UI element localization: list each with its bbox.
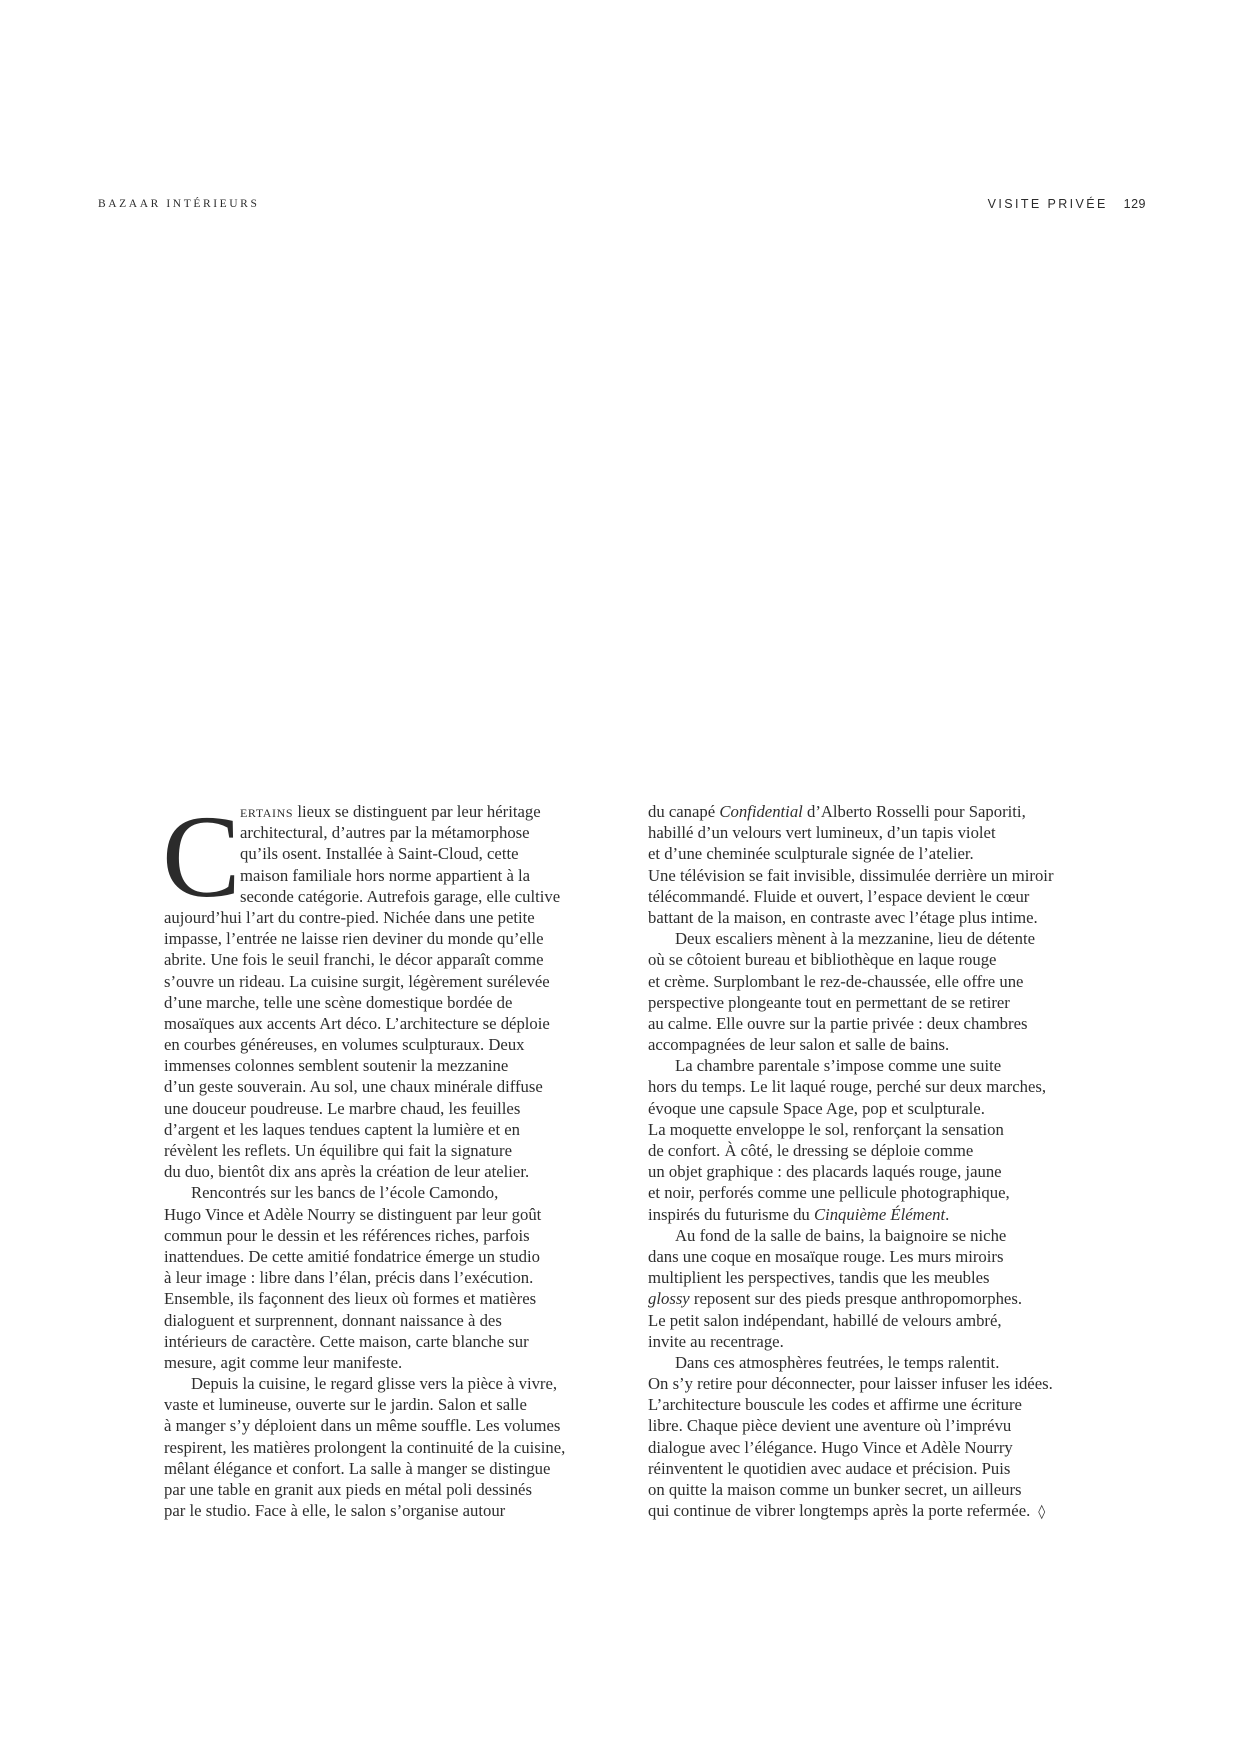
text-line: commun pour le dessin et les références riches, parfois xyxy=(164,1225,530,1245)
text-line: perspective plongeante tout en permettant de se retirer xyxy=(648,992,1010,1012)
text-line: où se côtoient bureau et bibliothèque en laque rouge xyxy=(648,950,997,970)
film-title-italic: Cinquième Élément xyxy=(813,1204,946,1224)
text-line: télécommandé. Fluide et ouvert, l’espace devient le cœur xyxy=(648,886,1030,906)
text-line: Au fond de la salle de bains, la baignoire se niche xyxy=(675,1225,1007,1245)
text-line: et noir, perforés comme une pellicule photographique, xyxy=(648,1183,1010,1203)
text-line: inspirés du futurisme du Cinquième Élément. xyxy=(648,1204,950,1224)
text-line: au calme. Elle ouvre sur la partie privée : deux chambres xyxy=(648,1013,1028,1033)
text-line: Rencontrés sur les bancs de l’école Camondo, xyxy=(191,1183,499,1203)
text-line: mesure, agit comme leur manifeste. xyxy=(164,1352,403,1372)
text-line: mosaïques aux accents Art déco. L’architecture se déploie xyxy=(164,1013,550,1033)
text-line: seconde catégorie. Autrefois garage, elle cultive xyxy=(240,886,561,906)
text-line: aujourd’hui l’art du contre-pied. Nichée dans une petite xyxy=(164,907,535,927)
text-line: invite au recentrage. xyxy=(648,1331,784,1351)
text-line: maison familiale hors norme appartient à la xyxy=(240,865,531,885)
article-column-right xyxy=(648,801,1108,1521)
text-line: habillé d’un velours vert lumineux, d’un tapis violet xyxy=(648,823,996,843)
text-line: d’un geste souverain. Au sol, une chaux minérale diffuse xyxy=(164,1077,543,1097)
text-line: réinventent le quotidien avec audace et précision. Puis xyxy=(648,1458,1011,1478)
drop-cap: C xyxy=(162,791,241,922)
text-line: battant de la maison, en contraste avec l’étage plus intime. xyxy=(648,907,1038,927)
text-line: ertains lieux se distinguent par leur héritage xyxy=(240,802,541,821)
text-line: inattendues. De cette amitié fondatrice émerge un studio xyxy=(164,1246,540,1266)
text-line: vaste et lumineuse, ouverte sur le jardin. Salon et salle xyxy=(164,1395,527,1415)
text-line: accompagnées de leur salon et salle de bains. xyxy=(648,1035,950,1055)
text-line: mêlant élégance et confort. La salle à manger se distingue xyxy=(164,1458,551,1478)
page-header-right xyxy=(988,197,1146,211)
text-line: qu’ils osent. Installée à Saint-Cloud, cette xyxy=(240,844,519,864)
page-number: 129 xyxy=(1123,197,1146,211)
text-line: révèlent les reflets. Un équilibre qui fait la signature xyxy=(164,1141,512,1160)
magazine-section-label: BAZAAR INTÉRIEURS xyxy=(98,198,260,210)
article-column-left xyxy=(162,791,624,1521)
text-line: de confort. À côté, le dressing se déploie comme xyxy=(648,1141,974,1160)
text-line: du duo, bientôt dix ans après la création de leur atelier. xyxy=(164,1162,530,1182)
text-line: Ensemble, ils façonnent des lieux où formes et matières xyxy=(164,1289,537,1309)
text-line: dans une coque en mosaïque rouge. Les murs miroirs xyxy=(648,1246,1004,1266)
text-line: Depuis la cuisine, le regard glisse vers la pièce à vivre, xyxy=(191,1374,558,1394)
text-line: libre. Chaque pièce devient une aventure où l’imprévu xyxy=(648,1416,1012,1436)
text-line: à manger s’y déploient dans un même souffle. Les volumes xyxy=(164,1416,561,1436)
text-line: on quitte la maison comme un bunker secret, un ailleurs xyxy=(648,1480,1022,1499)
text-line: La chambre parentale s’impose comme une suite xyxy=(675,1056,1002,1076)
text-line: intérieurs de caractère. Cette maison, carte blanche sur xyxy=(164,1331,529,1351)
text-line: L’architecture bouscule les codes et affirme une écriture xyxy=(648,1395,1022,1415)
text-line: par une table en granit aux pieds en métal poli dessinés xyxy=(164,1480,532,1499)
text-line: multiplient les perspectives, tandis que les meubles xyxy=(648,1268,990,1288)
text-line: respirent, les matières prolongent la continuité de la cuisine, xyxy=(164,1437,566,1457)
text-line: en courbes généreuses, en volumes sculpturaux. Deux xyxy=(164,1035,525,1055)
glossy-italic: glossy xyxy=(648,1289,690,1309)
text-line: Le petit salon indépendant, habillé de velours ambré, xyxy=(648,1310,1002,1330)
text-line: immenses colonnes semblent soutenir la mezzanine xyxy=(164,1056,509,1076)
text-line: évoque une capsule Space Age, pop et sculpturale. xyxy=(648,1098,985,1118)
text-line: On s’y retire pour déconnecter, pour laisser infuser les idées. xyxy=(648,1374,1053,1394)
text-line: et d’une cheminée sculpturale signée de l’atelier. xyxy=(648,844,974,864)
text-line: La moquette enveloppe le sol, renforçant la sensation xyxy=(648,1119,1004,1139)
text-line: à leur image : libre dans l’élan, précis dans l’exécution. xyxy=(164,1268,534,1288)
text-line: hors du temps. Le lit laqué rouge, perché sur deux marches, xyxy=(648,1077,1047,1097)
text-line: Hugo Vince et Adèle Nourry se distinguent par leur goût xyxy=(164,1204,542,1224)
text-line: qui continue de vibrer longtemps après la porte refermée. ◊ xyxy=(648,1501,1046,1521)
text-line: d’une marche, telle une scène domestique bordée de xyxy=(164,992,513,1012)
text-line: et crème. Surplombant le rez-de-chaussée, elle offre une xyxy=(648,971,1024,991)
text-line: du canapé Confidential d’Alberto Rosselli pour Saporiti, xyxy=(648,802,1026,821)
text-line: s’ouvre un rideau. La cuisine surgit, légèrement surélevée xyxy=(164,971,550,991)
text-line: Dans ces atmosphères feutrées, le temps ralentit. xyxy=(675,1352,1000,1372)
product-name-italic: Confidential xyxy=(719,802,803,821)
text-line: d’argent et les laques tendues captent la lumière et en xyxy=(164,1119,521,1139)
text-line: dialoguent et surprennent, donnant naissance à des xyxy=(164,1310,502,1330)
text-line: abrite. Une fois le seuil franchi, le décor apparaît comme xyxy=(164,950,544,970)
lead-smallcaps: ertains xyxy=(240,802,294,821)
rubric-label: VISITE PRIVÉE xyxy=(987,197,1108,211)
text-line: glossy reposent sur des pieds presque anthropomorphes. xyxy=(648,1289,1023,1309)
text-line: Une télévision se fait invisible, dissimulée derrière un miroir xyxy=(648,865,1054,885)
text-line: Deux escaliers mènent à la mezzanine, lieu de détente xyxy=(675,929,1035,949)
text-line: une douceur poudreuse. Le marbre chaud, les feuilles xyxy=(164,1098,521,1118)
text-line: architectural, d’autres par la métamorphose xyxy=(240,823,530,843)
text-line: par le studio. Face à elle, le salon s’organise autour xyxy=(164,1501,506,1521)
text-line: impasse, l’entrée ne laisse rien deviner du monde qu’elle xyxy=(164,929,544,949)
text-line: un objet graphique : des placards laqués rouge, jaune xyxy=(648,1162,1002,1182)
text-line: dialogue avec l’élégance. Hugo Vince et Adèle Nourry xyxy=(648,1437,1013,1457)
end-of-article-diamond-icon: ◊ xyxy=(1038,1504,1046,1521)
